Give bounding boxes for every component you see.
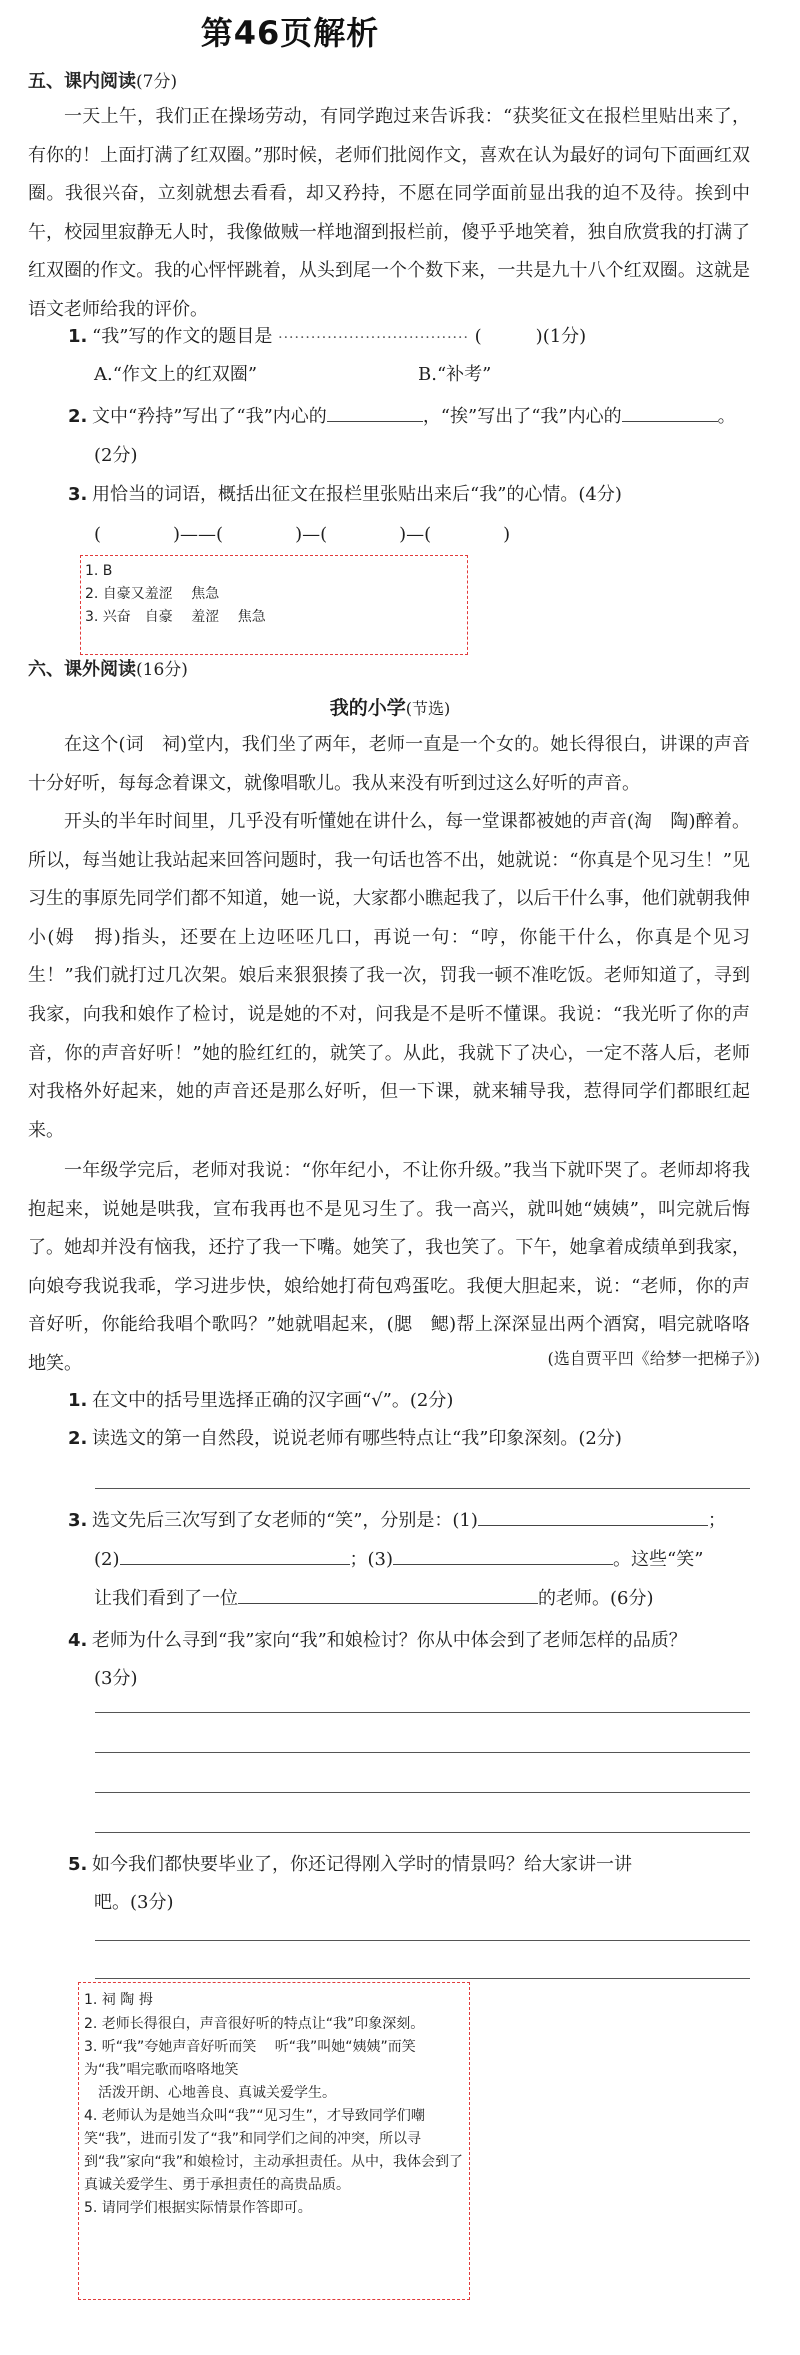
section5-paragraph: 一天上午，我们正在操场劳动，有同学跑过来告诉我：“获奖征文在报栏里贴出来了，有你的！上面打满了红双圈。”那时候，老师们批阅作文，喜欢在认为最好的词句下面画红双圈。我很兴奋，立刻就想去看看，却又矜持，不愿在同学面前显出我的迫不及待。挨到中午，校园里寂静无人时，我像做贼一样地溜到报栏前，傻乎乎地笑着，独自欣赏我的打满了红双圈的作文。我的心怦怦跳着，从头到尾一个个数下来，一共是九十八个红双圈。这就是语文老师给我的评价。	[28, 106, 750, 320]
section5-heading	[28, 67, 177, 93]
s6-q3-line2	[94, 1541, 774, 1579]
s5-q2-blank-2[interactable]	[622, 405, 718, 422]
s6-q4-score: (3分)	[94, 1668, 138, 1689]
s5-answer-2: 2. 自豪又羞涩 焦急	[85, 586, 220, 602]
s6-q3-line3a: 让我们看到了一位	[94, 1588, 238, 1609]
s5-q3-num: 3.	[68, 484, 88, 505]
article-source: (选自贾平凹《给梦一把梯子》)	[547, 1349, 760, 1368]
s5-q2	[68, 398, 768, 436]
s6-q3-line3b: 的老师。(6分)	[538, 1588, 654, 1609]
article-paragraph-3: 一年级学完后，老师对我说：“你年纪小，不让你升级。”我当下就吓哭了。老师却将我抱起来，说她是哄我，宣布我再也不是见习生了。我一高兴，就叫她“姨姨”，叫完就后悔了。她却并没有恼我，还拧了我一下嘴。她笑了，我也笑了。下午，她拿着成绩单到我家，向娘夸我说我乖，学习进步快，娘给她打荷包鸡蛋吃。我便大胆起来，说：“老师，你的声音好听，你能给我唱个歌吗？”她就唱起来，(腮 鳃)帮上深深显出两个酒窝，唱完就咯咯地笑。	[28, 1160, 750, 1374]
s6-q4-answer-line-3[interactable]	[95, 1792, 750, 1793]
s5-q2-text-a: 文中“矜持”写出了“我”内心的	[92, 406, 327, 427]
s6-q4-answer-line-4[interactable]	[95, 1832, 750, 1833]
s6-q3-text-a: 选文先后三次写到了女老师的“笑”，分别是：(1)	[92, 1510, 478, 1531]
s6-q2-num: 2.	[68, 1428, 88, 1449]
s5-q1-option-b: B.“补考”	[418, 364, 492, 385]
s5-q1	[68, 318, 768, 357]
s5-q1-num: 1.	[68, 326, 88, 347]
article-title	[0, 693, 780, 720]
s6-q3-blank-3[interactable]	[393, 1548, 613, 1565]
s6-q3-line1	[68, 1502, 768, 1540]
s5-q2-text-c: 。	[717, 406, 736, 427]
s6-q4-num: 4.	[68, 1630, 88, 1651]
s6-q5-num: 5.	[68, 1854, 88, 1875]
s5-q1-score: (1分)	[542, 326, 587, 347]
s6-q5-answer-line-2[interactable]	[95, 1978, 750, 1979]
section6-heading-text: 六、课外阅读	[28, 659, 136, 680]
s6-q2-answer-line[interactable]	[95, 1488, 750, 1489]
s6-q4-text: 老师为什么寻到“我”家向“我”和娘检讨？你从中体会到了老师怎样的品质？	[92, 1630, 687, 1651]
s6-q1-text: 在文中的括号里选择正确的汉字画“√”。(2分)	[92, 1390, 454, 1411]
s6-q4	[68, 1622, 778, 1660]
section5-score: (7分)	[136, 72, 178, 92]
s6-answer-3b: 活泼开朗、心地善良、真诚关爱学生。	[84, 2085, 336, 2101]
s5-q2-score: (2分)	[94, 445, 138, 466]
section6-score: (16分)	[136, 660, 188, 680]
s6-q1-num: 1.	[68, 1390, 88, 1411]
s6-q3-line3	[94, 1580, 774, 1618]
s5-answer-3: 3. 兴奋 自豪 羞涩 焦急	[85, 609, 266, 625]
s6-q4-answer-line-2[interactable]	[95, 1752, 750, 1753]
s6-q3-blank-1[interactable]	[478, 1509, 708, 1526]
s6-q5-text-2: 吧。(3分)	[94, 1892, 174, 1913]
page-title: 第46页解析	[200, 14, 380, 52]
s6-q3-part2: (2)	[94, 1549, 120, 1570]
article-title-text: 我的小学	[329, 697, 406, 719]
article-paragraph-1: 在这个(词 祠)堂内，我们坐了两年，老师一直是一个女的。她长得很白，讲课的声音十分好听，每每念着课文，就像唱歌儿。我从来没有听到过这么好听的声音。	[28, 734, 750, 794]
s6-q2	[68, 1420, 768, 1458]
s6-q3-tail: 。这些“笑”	[613, 1549, 704, 1570]
s6-q4-answer-line-1[interactable]	[95, 1712, 750, 1713]
section5-answer-box	[80, 555, 468, 655]
s5-q2-num: 2.	[68, 406, 88, 427]
s6-q3-blank-2[interactable]	[120, 1548, 350, 1565]
s6-answer-5: 5. 请同学们根据实际情景作答即可。	[84, 2200, 312, 2216]
s6-q3-num: 3.	[68, 1510, 88, 1531]
s6-q5	[68, 1846, 778, 1884]
s6-answer-2: 2. 老师长得很白，声音很好听的特点让“我”印象深刻。	[84, 2016, 425, 2032]
section6-heading	[28, 655, 188, 681]
s6-q5-text: 如今我们都快要毕业了，你还记得刚入学时的情景吗？给大家讲一讲	[92, 1854, 632, 1875]
article-paragraph-2: 开头的半年时间里，几乎没有听懂她在讲什么，每一堂课都被她的声音(淘 陶)醉着。所以，每当她让我站起来回答问题时，我一句话也答不出，她就说：“你真是个见习生！”见习生的事原先同学们都不知道，她一说，大家都小瞧起我了，以后干什么事，他们就朝我伸小(姆 拇)指头，还要在上边呸呸几口，再说一句：“哼，你能干什么，你真是个见习生！”我们就打过几次架。娘后来狠狠揍了我一次，罚我一顿不准吃饭。老师知道了，寻到我家，向我和娘作了检讨，说是她的不对，问我是不是听不懂课。我说：“我光听了你的声音，你的声音好听！”她的脸红红的，就笑了。从此，我就下了决心，一定不落人后，老师对我格外好起来，她的声音还是那么好听，但一下课，就来辅导我，惹得同学们都眼红起来。	[28, 811, 750, 1141]
section6-answer-box	[78, 1982, 470, 2300]
s5-q2-blank-1[interactable]	[327, 405, 423, 422]
s6-q3-blank-4[interactable]	[238, 1587, 538, 1604]
s5-q1-paren: ( )	[474, 326, 543, 347]
s6-q3-end-a: ；	[707, 1510, 726, 1531]
article-subtitle: (节选)	[405, 699, 451, 718]
s6-q2-text: 读选文的第一自然段，说说老师有哪些特点让“我”印象深刻。(2分)	[92, 1428, 622, 1449]
s5-answer-1: 1. B	[85, 563, 113, 579]
section5-heading-text: 五、课内阅读	[28, 71, 136, 92]
s6-q3-mid: ；(3)	[349, 1549, 393, 1570]
s5-q1-option-a: A.“作文上的红双圈”	[94, 364, 258, 385]
s5-q1-dots: ···································	[278, 330, 469, 346]
s6-q5-answer-line-1[interactable]	[95, 1940, 750, 1941]
s6-answer-1: 1. 祠 陶 拇	[84, 1992, 153, 2008]
s5-q3	[68, 476, 768, 514]
s6-answer-4: 4. 老师认为是她当众叫“我”“见习生”，才导致同学们嘲笑“我”，进而引发了“我”和同学们之间的冲突，所以寻到“我”家向“我”和娘检讨，主动承担责任。从中，我体会到了真诚关爱学生、勇于承担责任的高贵品质。	[84, 2108, 464, 2193]
s5-q2-text-b: ，“挨”写出了“我”内心的	[422, 406, 622, 427]
s6-q1	[68, 1382, 768, 1420]
s5-q1-text: “我”写的作文的题目是	[92, 326, 273, 347]
s5-q3-text: 用恰当的词语，概括出征文在报栏里张贴出来后“我”的心情。(4分)	[92, 484, 622, 505]
s5-q3-chain: ( )——( )—( )—( )	[94, 524, 511, 545]
s6-answer-3: 3. 听“我”夸她声音好听而笑 听“我”叫她“姨姨”而笑 为“我”唱完歌而咯咯地笑	[84, 2039, 435, 2078]
